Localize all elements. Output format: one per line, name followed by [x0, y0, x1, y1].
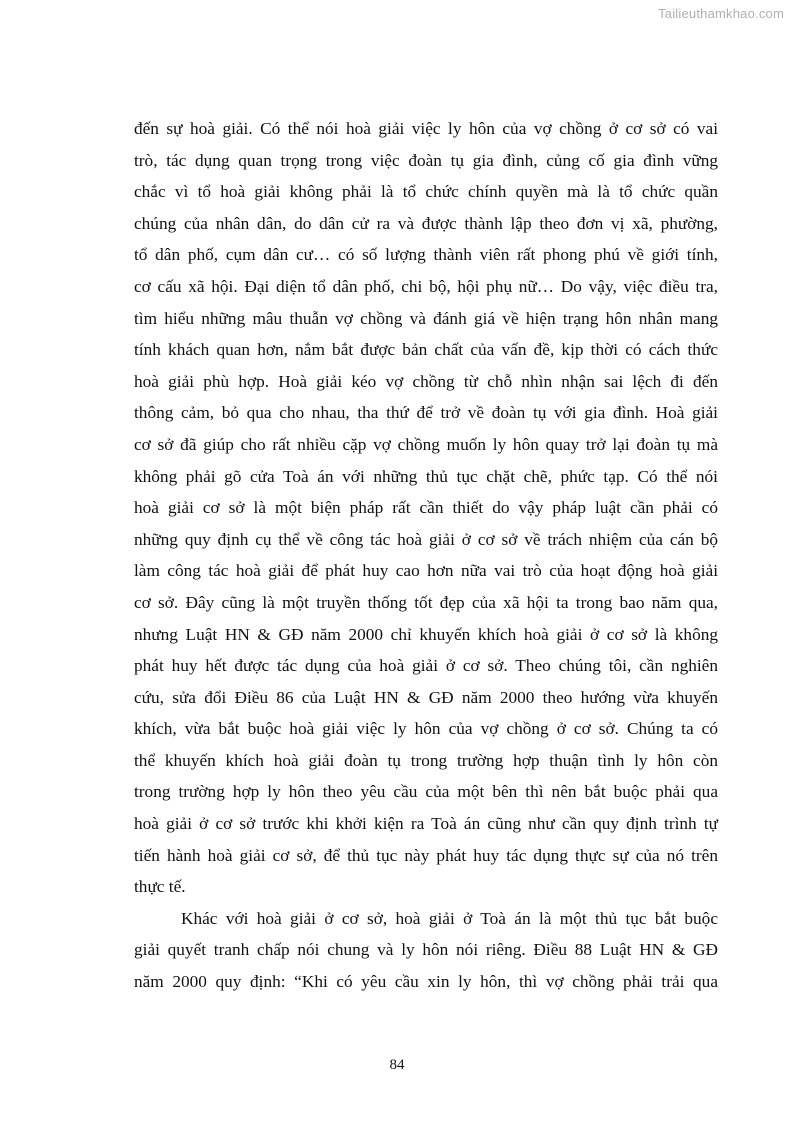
text-line: cơ sở. Đây cũng là một truyền thống tốt đẹp của xã hội ta trong bao năm qua, — [134, 592, 718, 612]
page-number: 84 — [389, 1057, 405, 1073]
text-line: thông cảm, bỏ qua cho nhau, tha thứ để trở về đoàn tụ với gia đình. Hoà giải — [134, 403, 718, 423]
text-line: cơ sở đã giúp cho rất nhiều cặp vợ chồng muốn ly hôn quay trở lại đoàn tụ mà — [134, 434, 718, 454]
text-line: năm 2000 quy định: “Khi có yêu cầu xin ly hôn, thì vợ chồng phải trải qua — [134, 972, 718, 992]
text-line: tính khách quan hơn, nắm bắt được bản chất của vấn đề, kịp thời có cách thức — [134, 340, 718, 360]
text-line: làm công tác hoà giải để phát huy cao hơn nữa vai trò của hoạt động hoà giải — [134, 561, 718, 581]
text-line: tìm hiểu những mâu thuẫn vợ chồng và đánh giá về hiện trạng hôn nhân mang — [134, 308, 718, 328]
text-line: tổ dân phố, cụm dân cư… có số lượng thành viên rất phong phú về giới tính, — [134, 245, 718, 265]
text-line: không phải gõ cửa Toà án với những thủ tục chặt chẽ, phức tạp. Có thể nói — [134, 466, 718, 486]
text-line: chắc vì tổ hoà giải không phải là tổ chức chính quyền mà là tổ chức quần — [134, 182, 718, 202]
text-line: giải quyết tranh chấp nói chung và ly hôn nói riêng. Điều 88 Luật HN & GĐ — [134, 940, 718, 960]
text-line: tiến hành hoà giải cơ sở, để thủ tục này phát huy tác dụng thực sự của nó trên — [134, 845, 718, 865]
text-line: phát huy hết được tác dụng của hoà giải ở cơ sở. Theo chúng tôi, cần nghiên — [134, 656, 718, 676]
text-line: hoà giải cơ sở là một biện pháp rất cần thiết do vậy pháp luật cần phải có — [134, 498, 718, 518]
document-body — [134, 113, 718, 998]
text-line: chúng của nhân dân, do dân cử ra và được thành lập theo đơn vị xã, phường, — [134, 213, 718, 233]
text-line: hoà giải phù hợp. Hoà giải kéo vợ chồng từ chỗ nhìn nhận sai lệch đi đến — [134, 371, 718, 391]
text-line: thể khuyến khích hoà giải đoàn tụ trong trường hợp thuận tình ly hôn còn — [134, 750, 718, 770]
text-line: Khác với hoà giải ở cơ sở, hoà giải ở Toà án là một thủ tục bắt buộc — [181, 908, 718, 928]
text-line: thực tế. — [134, 877, 186, 897]
text-line: đến sự hoà giải. Có thể nói hoà giải việc ly hôn của vợ chồng ở cơ sở có vai — [134, 119, 718, 138]
text-line: trong trường hợp ly hôn theo yêu cầu của một bên thì nên bắt buộc phải qua — [134, 782, 718, 802]
text-line: trò, tác dụng quan trọng trong việc đoàn tụ gia đình, củng cố gia đình vững — [134, 150, 718, 170]
text-line: cứu, sửa đổi Điều 86 của Luật HN & GĐ năm 2000 theo hướng vừa khuyến — [134, 687, 718, 707]
watermark: Tailieuthamkhao.com — [658, 6, 784, 21]
text-line: khích, vừa bắt buộc hoà giải việc ly hôn của vợ chồng ở cơ sở. Chúng ta có — [134, 719, 718, 739]
text-line: nhưng Luật HN & GĐ năm 2000 chỉ khuyến khích hoà giải ở cơ sở là không — [134, 624, 718, 644]
text-line: cơ cấu xã hội. Đại diện tổ dân phố, chi bộ, hội phụ nữ… Do vậy, việc điều tra, — [134, 276, 718, 296]
text-line: những quy định cụ thể về công tác hoà giải ở cơ sở về trách nhiệm của cán bộ — [134, 529, 718, 549]
text-line: hoà giải ở cơ sở trước khi khởi kiện ra Toà án cũng như cần quy định trình tự — [134, 814, 718, 834]
